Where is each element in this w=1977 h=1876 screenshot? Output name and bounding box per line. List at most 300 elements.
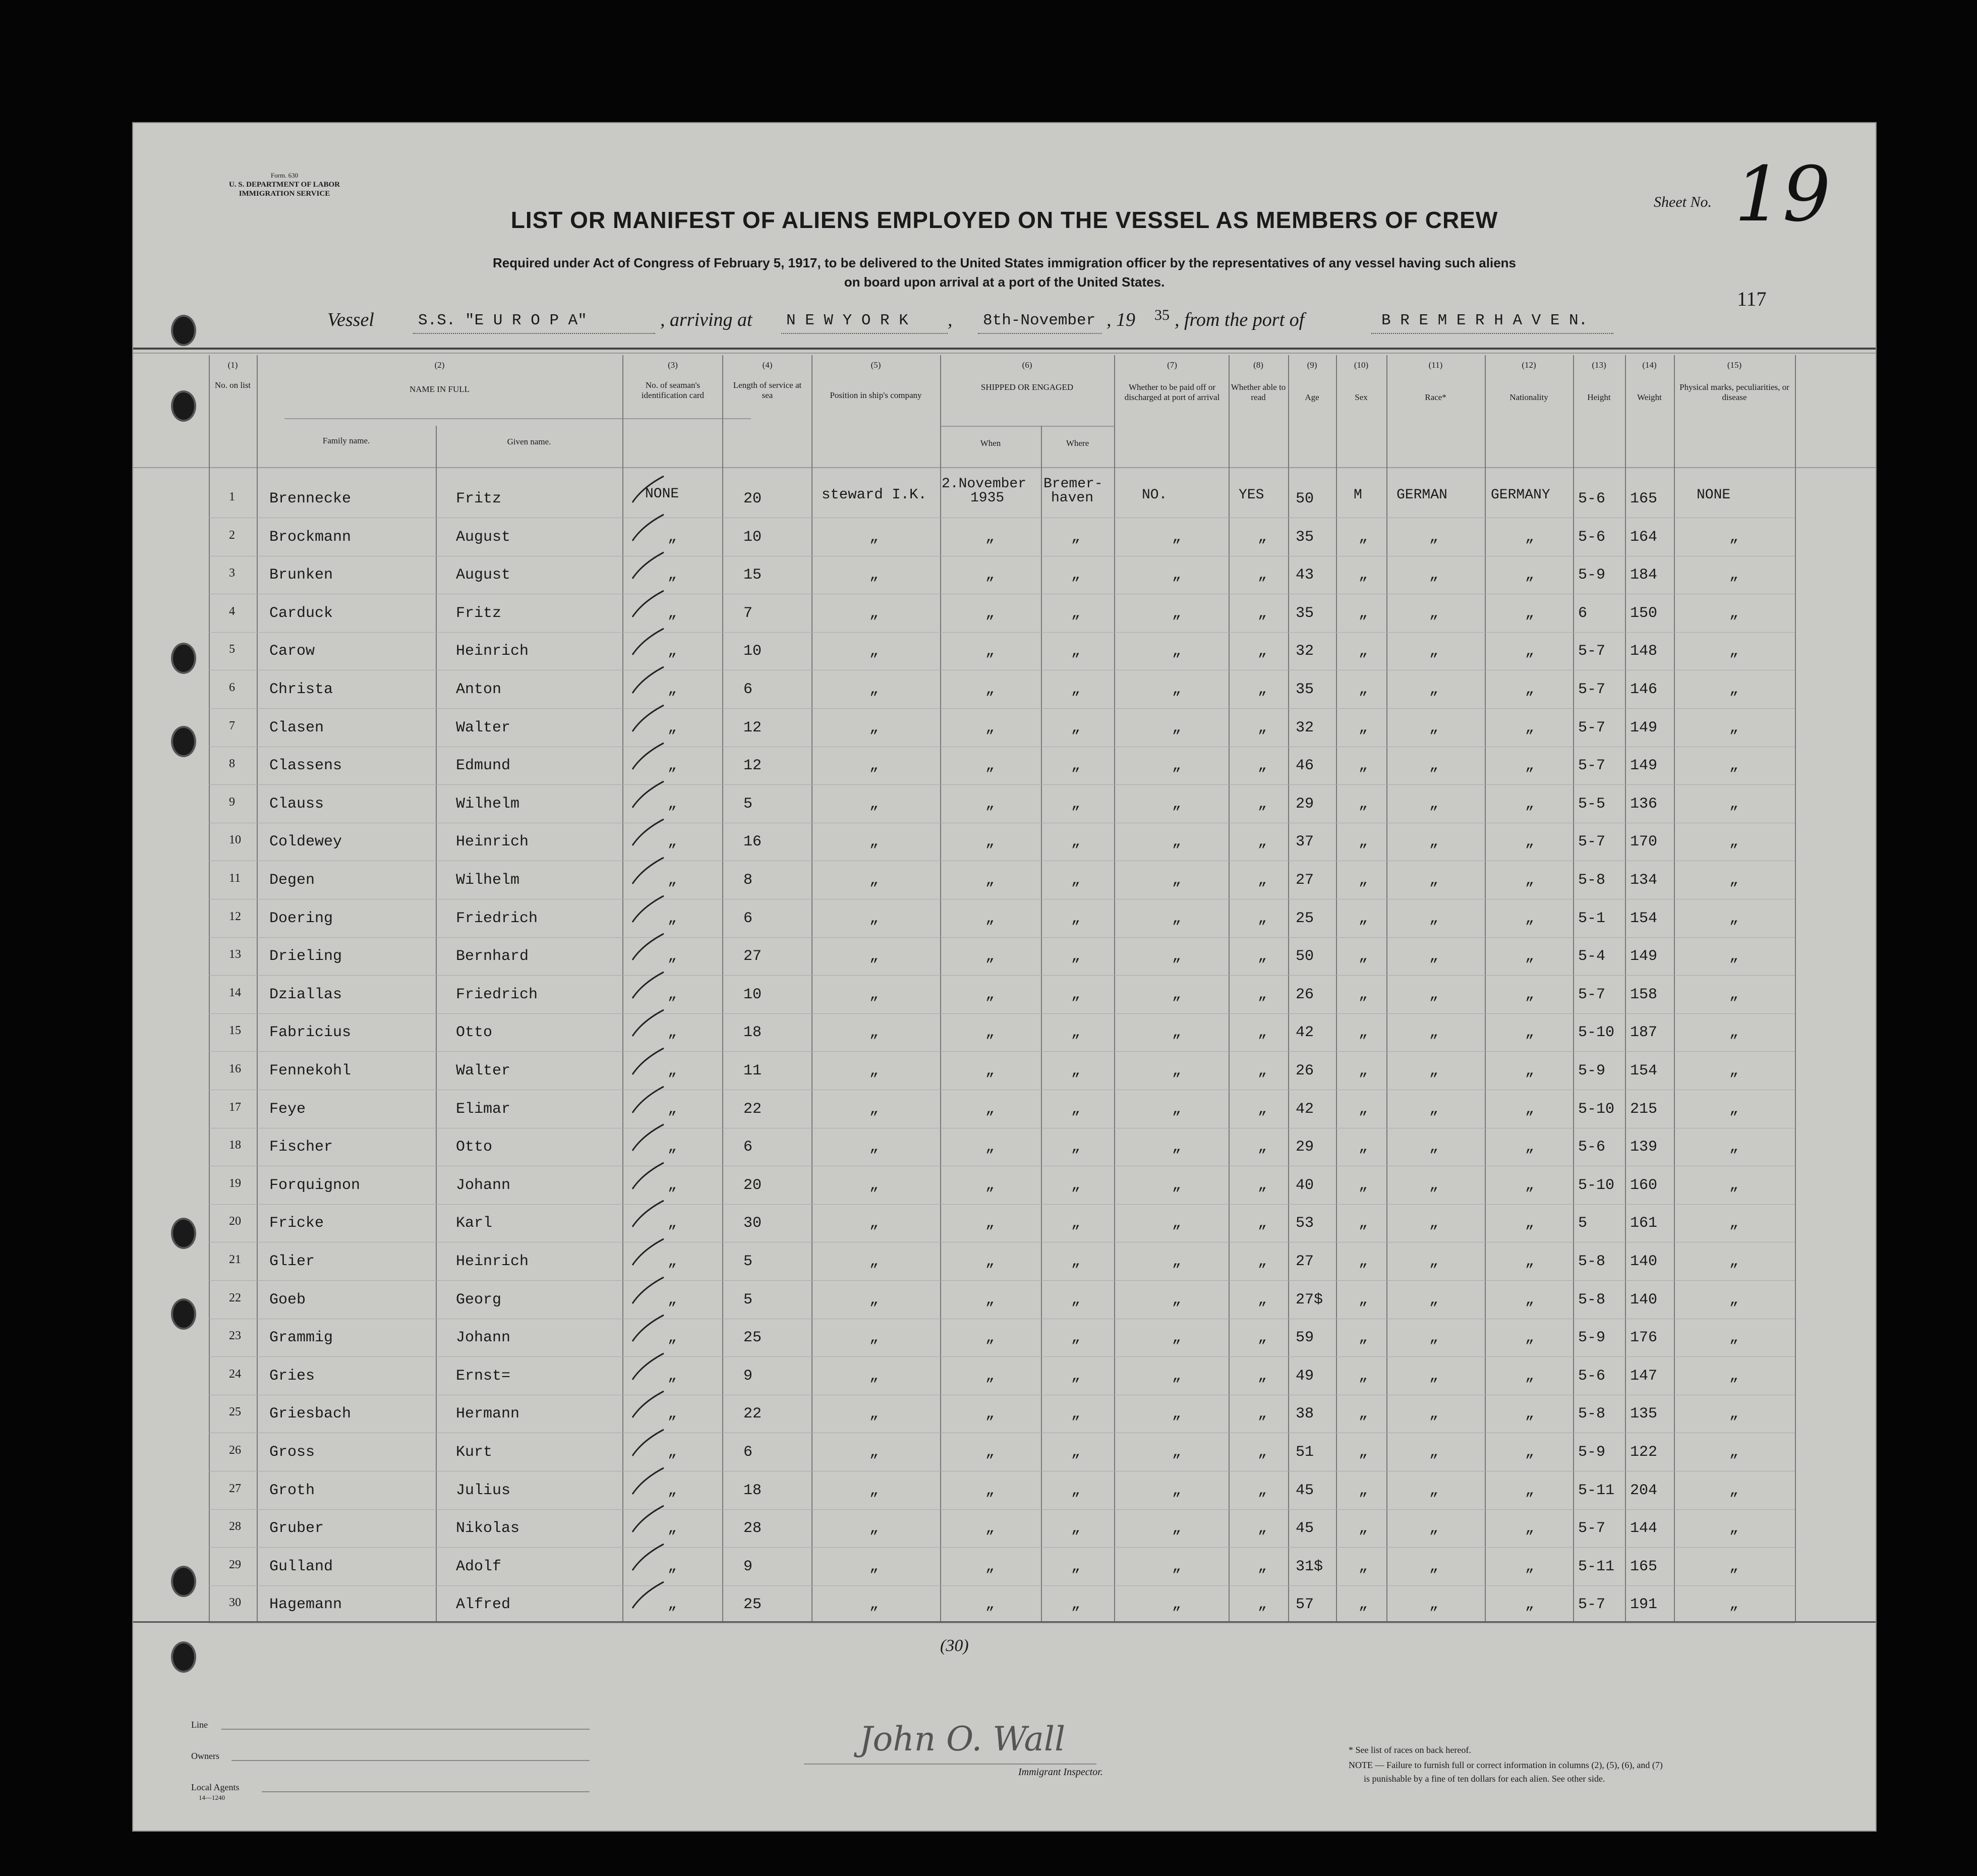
ditto-mark: „ [869, 757, 879, 775]
ditto-mark: „ [1359, 1367, 1368, 1385]
check-mark-icon [627, 1006, 668, 1041]
weight: 140 [1630, 1253, 1658, 1270]
service-years: 22 [743, 1100, 762, 1118]
ditto-mark: „ [1172, 1482, 1182, 1499]
ditto-mark: „ [1071, 1253, 1081, 1270]
family-name: Drieling [269, 948, 342, 965]
ditto-mark: „ [1429, 948, 1439, 965]
service-years: 6 [743, 1444, 753, 1461]
ditto-mark: „ [1258, 1253, 1267, 1270]
age: 31$ [1296, 1558, 1323, 1575]
ditto-mark: „ [668, 566, 677, 584]
department: U. S. DEPARTMENT OF LABOR [228, 181, 340, 189]
crew-table [133, 123, 1876, 1831]
age: 32 [1296, 719, 1314, 736]
ditto-mark: „ [1429, 1215, 1439, 1232]
ditto-mark: „ [985, 1329, 995, 1347]
col-7-header: (7) Whether to be paid off or discharged at port of arrival [1124, 360, 1220, 402]
age: 29 [1296, 795, 1314, 813]
ditto-mark: „ [1729, 1215, 1739, 1232]
ditto-mark: „ [1525, 1215, 1535, 1232]
service-years: 28 [743, 1520, 762, 1538]
ditto-mark: „ [985, 566, 995, 584]
ditto-mark: „ [985, 681, 995, 698]
ditto-mark: „ [1525, 604, 1535, 622]
ditto-mark: „ [1729, 909, 1739, 927]
ditto-mark: „ [1729, 1062, 1739, 1079]
row-number: 9 [229, 795, 235, 809]
ditto-mark: „ [1729, 1024, 1739, 1042]
ditto-mark: „ [1172, 1291, 1182, 1309]
ditto-mark: „ [1071, 1329, 1081, 1347]
service-years: 18 [743, 1024, 762, 1042]
ditto-mark: „ [1429, 719, 1439, 736]
ditto-mark: „ [1071, 795, 1081, 813]
row-number: 6 [229, 681, 235, 694]
family-name: Classens [269, 757, 342, 775]
table-row [133, 1282, 1876, 1322]
ditto-mark: „ [1525, 566, 1535, 584]
ditto-mark: „ [1359, 1139, 1368, 1156]
table-row [133, 557, 1876, 597]
ditto-mark: „ [869, 1558, 879, 1575]
service-years: 15 [743, 566, 762, 584]
ditto-mark: „ [1258, 986, 1267, 1003]
ditto-mark: „ [985, 909, 995, 927]
ditto-mark: „ [1172, 681, 1182, 698]
ditto-mark: „ [1525, 1405, 1535, 1423]
given-name: Walter [456, 719, 511, 736]
height: 5-10 [1578, 1024, 1615, 1042]
ditto-mark: „ [668, 833, 677, 851]
given-name: Wilhelm [456, 872, 520, 889]
ditto-mark: „ [869, 1062, 879, 1079]
ditto-mark: „ [1258, 1520, 1267, 1538]
table-row [133, 1549, 1876, 1588]
ditto-mark: „ [1359, 948, 1368, 965]
ditto-mark: „ [1258, 1482, 1267, 1499]
weight: 149 [1630, 719, 1658, 736]
row-number: 23 [229, 1329, 241, 1343]
ditto-mark: „ [1525, 1596, 1535, 1614]
ditto-mark: „ [869, 1444, 879, 1461]
ditto-mark: „ [869, 1596, 879, 1614]
check-mark-icon [627, 1349, 668, 1385]
ditto-mark: „ [1172, 566, 1182, 584]
row-number: 1 [229, 490, 235, 503]
ditto-mark: „ [1429, 757, 1439, 775]
ditto-mark: „ [668, 1100, 677, 1118]
ditto-mark: „ [985, 1558, 995, 1575]
ditto-mark: „ [1071, 909, 1081, 927]
ditto-mark: „ [1359, 909, 1368, 927]
ditto-mark: „ [1071, 566, 1081, 584]
ditto-mark: „ [869, 681, 879, 698]
height: 5-6 [1578, 490, 1606, 507]
ditto-mark: „ [1359, 1482, 1368, 1499]
col-15-header: (15) Physical marks, peculiarities, or disease [1679, 360, 1789, 402]
ditto-mark: „ [1429, 795, 1439, 813]
height: 5-9 [1578, 1329, 1606, 1347]
col-11-header: (11) Race* [1425, 360, 1446, 402]
ditto-mark: „ [1729, 1329, 1739, 1347]
ditto-mark: „ [1172, 604, 1182, 622]
where-header: Where [1066, 438, 1089, 448]
ditto-mark: „ [1525, 986, 1535, 1003]
ditto-mark: „ [869, 1405, 879, 1423]
age: 53 [1296, 1215, 1314, 1232]
vessel-name: S.S. "E U R O P A" [418, 312, 587, 329]
ditto-mark: „ [1258, 719, 1267, 736]
given-name: Heinrich [456, 643, 529, 660]
ditto-mark: „ [985, 795, 995, 813]
ditto-mark: „ [1258, 604, 1267, 622]
ditto-mark: „ [869, 1253, 879, 1270]
when-value-1: 2.November [942, 476, 1027, 492]
check-mark-icon [627, 1235, 668, 1270]
age: 42 [1296, 1024, 1314, 1042]
ditto-mark: „ [668, 1482, 677, 1499]
height: 5-6 [1578, 1367, 1606, 1385]
penalty-note-2: is punishable by a fine of ten dollars for each alien. See other side. [1364, 1774, 1605, 1784]
check-mark-icon [627, 1387, 668, 1423]
height: 5-10 [1578, 1176, 1615, 1194]
ditto-mark: „ [985, 948, 995, 965]
height: 5 [1578, 1215, 1588, 1232]
ditto-mark: „ [1258, 1444, 1267, 1461]
family-name: Doering [269, 909, 333, 927]
weight: 135 [1630, 1405, 1658, 1423]
row-number: 15 [229, 1024, 241, 1038]
when-value-2: 1935 [970, 490, 1005, 506]
ditto-mark: „ [1172, 1329, 1182, 1347]
height: 5-7 [1578, 757, 1606, 775]
table-row [133, 901, 1876, 940]
ditto-mark: „ [668, 1558, 677, 1575]
ditto-mark: „ [1729, 1482, 1739, 1499]
ditto-mark: „ [1172, 909, 1182, 927]
table-row [133, 1320, 1876, 1359]
check-mark-icon [627, 930, 668, 965]
given-name: Nikolas [456, 1520, 520, 1538]
age: 32 [1296, 643, 1314, 660]
check-mark-icon [627, 663, 668, 698]
weight: 154 [1630, 909, 1658, 927]
table-row [133, 1053, 1876, 1093]
ditto-mark: „ [1525, 1482, 1535, 1499]
service-years: 7 [743, 604, 753, 622]
service-years: 25 [743, 1596, 762, 1614]
table-row [133, 786, 1876, 826]
page-stamp: 117 [1737, 288, 1767, 310]
age: 43 [1296, 566, 1314, 584]
service-years: 12 [743, 757, 762, 775]
ditto-mark: „ [1729, 1520, 1739, 1538]
table-row [133, 1168, 1876, 1207]
ditto-mark: „ [985, 1482, 995, 1499]
where-value-2: haven [1051, 490, 1094, 506]
given-name: Julius [456, 1482, 511, 1499]
height: 5-7 [1578, 1596, 1606, 1614]
table-row [133, 634, 1876, 673]
ditto-mark: „ [1258, 681, 1267, 698]
ditto-mark: „ [668, 909, 677, 927]
height: 5-5 [1578, 795, 1606, 813]
ditto-mark: „ [1359, 757, 1368, 775]
weight: 154 [1630, 1062, 1658, 1079]
ditto-mark: „ [985, 872, 995, 889]
ditto-mark: „ [1258, 1329, 1267, 1347]
family-name: Brennecke [269, 490, 352, 507]
family-name: Brockmann [269, 528, 352, 546]
ditto-mark: „ [1258, 795, 1267, 813]
height: 5-8 [1578, 1291, 1606, 1309]
family-name: Goeb [269, 1291, 306, 1309]
ditto-mark: „ [1729, 719, 1739, 736]
ditto-mark: „ [1525, 1024, 1535, 1042]
check-mark-icon [627, 1578, 668, 1613]
ditto-mark: „ [1429, 872, 1439, 889]
weight: 149 [1630, 757, 1658, 775]
col-6-header: (6) SHIPPED OR ENGAGED [980, 360, 1074, 392]
ditto-mark: „ [1729, 833, 1739, 851]
ditto-mark: „ [1258, 1405, 1267, 1423]
physical-value: NONE [1697, 487, 1731, 503]
ditto-mark: „ [1359, 1520, 1368, 1538]
row-number: 18 [229, 1139, 241, 1152]
family-name: Fabricius [269, 1024, 352, 1042]
ditto-mark: „ [1729, 872, 1739, 889]
age: 40 [1296, 1176, 1314, 1194]
ditto-mark: „ [985, 1520, 995, 1538]
ditto-mark: „ [1729, 795, 1739, 813]
weight: 187 [1630, 1024, 1658, 1042]
ditto-mark: „ [1729, 604, 1739, 622]
ditto-mark: „ [985, 1215, 995, 1232]
service-years: 6 [743, 681, 753, 698]
ditto-mark: „ [1359, 1215, 1368, 1232]
ditto-mark: „ [668, 795, 677, 813]
ditto-mark: „ [985, 833, 995, 851]
col-12-header: (12) Nationality [1509, 360, 1548, 402]
ditto-mark: „ [1172, 948, 1182, 965]
weight: 136 [1630, 795, 1658, 813]
year: 35 [1154, 307, 1170, 323]
check-mark-icon [627, 1083, 668, 1118]
given-name: Ernst= [456, 1367, 511, 1385]
ditto-mark: „ [1172, 1520, 1182, 1538]
check-mark-icon [627, 472, 668, 507]
ditto-mark: „ [869, 872, 879, 889]
table-row [133, 520, 1876, 559]
service-years: 9 [743, 1558, 753, 1575]
ditto-mark: „ [1729, 948, 1739, 965]
given-name: Bernhard [456, 948, 529, 965]
ditto-mark: „ [869, 1482, 879, 1499]
row-number: 10 [229, 833, 241, 847]
ditto-mark: „ [1258, 1024, 1267, 1042]
ditto-mark: „ [985, 1062, 995, 1079]
when-header: When [980, 438, 1001, 448]
row-number: 16 [229, 1062, 241, 1075]
ditto-mark: „ [1729, 1558, 1739, 1575]
ditto-mark: „ [1729, 1253, 1739, 1270]
ditto-mark: „ [668, 1444, 677, 1461]
table-row [133, 939, 1876, 978]
ditto-mark: „ [1429, 681, 1439, 698]
ditto-mark: „ [1359, 643, 1368, 660]
ditto-mark: „ [985, 1139, 995, 1156]
ditto-mark: „ [1258, 1596, 1267, 1614]
ditto-mark: „ [985, 1176, 995, 1194]
ditto-mark: „ [1172, 1253, 1182, 1270]
ditto-mark: „ [1429, 1596, 1439, 1614]
ditto-mark: „ [869, 1367, 879, 1385]
check-mark-icon [627, 815, 668, 850]
given-name: Johann [456, 1329, 511, 1347]
ditto-mark: „ [1258, 872, 1267, 889]
penalty-note-1: NOTE — Failure to furnish full or correct information in columns (2), (5), (6), and (7) [1349, 1760, 1663, 1770]
ditto-mark: „ [1172, 1024, 1182, 1042]
ditto-mark: „ [1258, 1100, 1267, 1118]
owners-label: Owners [191, 1751, 219, 1761]
weight: 204 [1630, 1482, 1658, 1499]
form-code: 14—1240 [199, 1794, 225, 1801]
height: 5-8 [1578, 1405, 1606, 1423]
row-number: 28 [229, 1520, 241, 1533]
ditto-mark: „ [1071, 948, 1081, 965]
col-13-header: (13) Height [1587, 360, 1611, 402]
row-number: 8 [229, 757, 235, 771]
age: 29 [1296, 1139, 1314, 1156]
ditto-mark: „ [1071, 1215, 1081, 1232]
ditto-mark: „ [1172, 1176, 1182, 1194]
ditto-mark: „ [1258, 948, 1267, 965]
age: 45 [1296, 1520, 1314, 1538]
service-years: 5 [743, 795, 753, 813]
table-row [133, 1587, 1876, 1626]
ditto-mark: „ [1429, 1139, 1439, 1156]
col-5-header: (5) Position in ship's company [830, 360, 922, 400]
table-row [133, 1244, 1876, 1283]
age: 27 [1296, 1253, 1314, 1270]
service-years: 11 [743, 1062, 762, 1079]
ditto-mark: „ [1429, 1482, 1439, 1499]
ditto-mark: „ [1429, 1100, 1439, 1118]
card-value: NONE [645, 486, 679, 502]
row-number: 17 [229, 1100, 241, 1114]
ditto-mark: „ [1172, 757, 1182, 775]
weight: 158 [1630, 986, 1658, 1003]
height: 5-7 [1578, 986, 1606, 1003]
ditto-mark: „ [1071, 1062, 1081, 1079]
family-name: Forquignon [269, 1176, 361, 1194]
family-name: Dziallas [269, 986, 342, 1003]
col-1-header: (1) No. on list [214, 360, 251, 390]
ditto-mark: „ [869, 795, 879, 813]
ditto-mark: „ [1071, 1405, 1081, 1423]
given-name: Walter [456, 1062, 511, 1079]
ditto-mark: „ [1729, 1176, 1739, 1194]
ditto-mark: „ [1071, 643, 1081, 660]
age: 35 [1296, 681, 1314, 698]
ditto-mark: „ [985, 986, 995, 1003]
ditto-mark: „ [869, 1139, 879, 1156]
ditto-mark: „ [1429, 1405, 1439, 1423]
ditto-mark: „ [1071, 1291, 1081, 1309]
ditto-mark: „ [869, 1024, 879, 1042]
family-name: Clasen [269, 719, 324, 736]
ditto-mark: „ [668, 1024, 677, 1042]
ditto-mark: „ [869, 719, 879, 736]
ditto-mark: „ [1429, 833, 1439, 851]
ditto-mark: „ [1429, 1520, 1439, 1538]
weight: 170 [1630, 833, 1658, 851]
ditto-mark: „ [985, 757, 995, 775]
ditto-mark: „ [1071, 1482, 1081, 1499]
check-mark-icon [627, 548, 668, 584]
ditto-mark: „ [985, 528, 995, 546]
ditto-mark: „ [1359, 1558, 1368, 1575]
age: 37 [1296, 833, 1314, 851]
col-4-header: (4) Length of service at sea [733, 360, 802, 400]
inspector-signature: John O. Wall [859, 1720, 1066, 1758]
row-number: 20 [229, 1215, 241, 1228]
ditto-mark: „ [668, 1405, 677, 1423]
age: 46 [1296, 757, 1314, 775]
ditto-mark: „ [1258, 1062, 1267, 1079]
col-10-header: (10) Sex [1354, 360, 1369, 402]
ditto-mark: „ [869, 1329, 879, 1347]
weight: 134 [1630, 872, 1658, 889]
age: 27$ [1296, 1291, 1323, 1309]
ditto-mark: „ [1729, 528, 1739, 546]
ditto-mark: „ [1359, 1062, 1368, 1079]
service-years: 30 [743, 1215, 762, 1232]
ditto-mark: „ [1525, 1558, 1535, 1575]
table-row [133, 672, 1876, 711]
service-years: 6 [743, 1139, 753, 1156]
ditto-mark: „ [1429, 1329, 1439, 1347]
ditto-mark: „ [1172, 986, 1182, 1003]
age: 45 [1296, 1482, 1314, 1499]
ditto-mark: „ [1525, 909, 1535, 927]
ditto-mark: „ [668, 1253, 677, 1270]
subtitle-line-2: on board upon arrival at a port of the United States. [844, 274, 1165, 290]
ditto-mark: „ [668, 872, 677, 889]
ditto-mark: „ [1172, 833, 1182, 851]
height: 5-4 [1578, 948, 1606, 965]
ditto-mark: „ [1729, 1405, 1739, 1423]
ditto-mark: „ [1525, 1367, 1535, 1385]
ditto-mark: „ [1525, 681, 1535, 698]
ditto-mark: „ [1258, 643, 1267, 660]
ditto-mark: „ [1525, 833, 1535, 851]
ditto-mark: „ [869, 1291, 879, 1309]
row-number: 2 [229, 528, 235, 542]
ditto-mark: „ [1071, 1100, 1081, 1118]
row-number: 21 [229, 1253, 241, 1266]
check-mark-icon [627, 1120, 668, 1156]
departure-port: B R E M E R H A V E N. [1381, 312, 1588, 329]
ditto-mark: „ [1729, 1444, 1739, 1461]
page-title: LIST OR MANIFEST OF ALIENS EMPLOYED ON THE VESSEL AS MEMBERS OF CREW [510, 207, 1498, 233]
given-name: Anton [456, 681, 502, 698]
ditto-mark: „ [1525, 1062, 1535, 1079]
ditto-mark: „ [1172, 795, 1182, 813]
ditto-mark: „ [1071, 1558, 1081, 1575]
ditto-mark: „ [1258, 757, 1267, 775]
